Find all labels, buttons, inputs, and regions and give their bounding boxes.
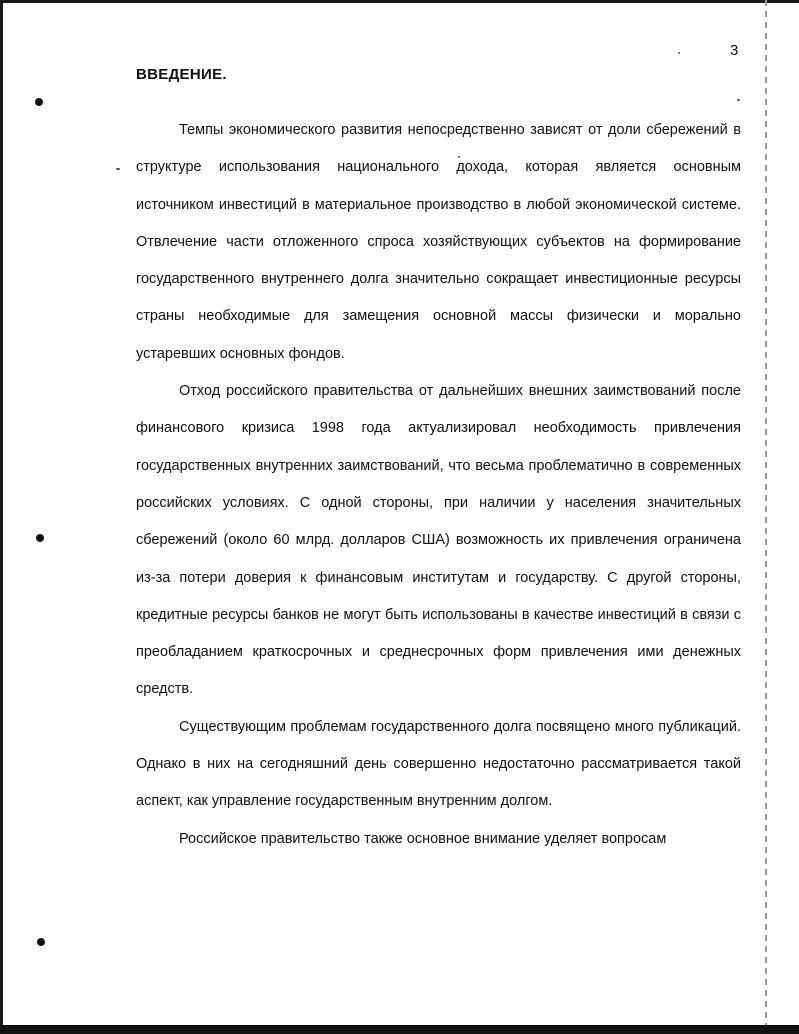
paragraph: Темпы экономического развития непосредственно зависят от доли сбережений в структуре использования национального дохода, которая является основным источником инвестиций в материальное производство в любой экономической системе. Отвлечение части отложенного спроса хозяйствующих субъектов на формирование государственного внутреннего долга значительно сокращает инвестиционные ресурсы страны необходимые для замещения основной массы физически и морально устаревших основных фондов. [136,122,741,362]
scan-border-top [0,0,799,3]
scan-border-left [0,0,3,1034]
scan-speck [678,52,680,54]
section-heading: ВВЕДЕНИЕ. [136,66,227,83]
scan-speck [737,99,740,101]
paragraph: Российское правительство также основное внимание уделяет вопросам [179,830,667,847]
binding-hole-mark [36,534,44,542]
binding-hole-mark [37,938,45,946]
paragraph: Существующим проблемам государственного долга посвящено много публикаций. Однако в них на сегодняшний день совершенно недостаточно рассматривается такой аспект, как управление государственным внутренним долгом. [136,718,741,810]
binding-hole-mark [35,98,43,106]
scan-border-bottom [0,1025,799,1034]
scan-border-right [765,0,767,1025]
paragraph: Отход российского правительства от дальнейших внешних заимствований после финансового кризиса 1998 года актуализировал необходимость привлечения государственных внутренних заимствований, что весьма проблематично в современных российских условиях. С одной стороны, при наличии у населения значительных сбережений (около 60 млрд. долларов США) возможность их привлечения ограничена из-за потери доверия к финансовым институтам и государству. С другой стороны, кредитные ресурсы банков не могут быть использованы в качестве инвестиций в связи с преобладанием краткосрочных и среднесрочных форм привлечения ими денежных средств. [136,383,741,698]
body-text [136,112,741,858]
scan-speck [116,168,120,170]
page-number: 3 [730,42,739,59]
